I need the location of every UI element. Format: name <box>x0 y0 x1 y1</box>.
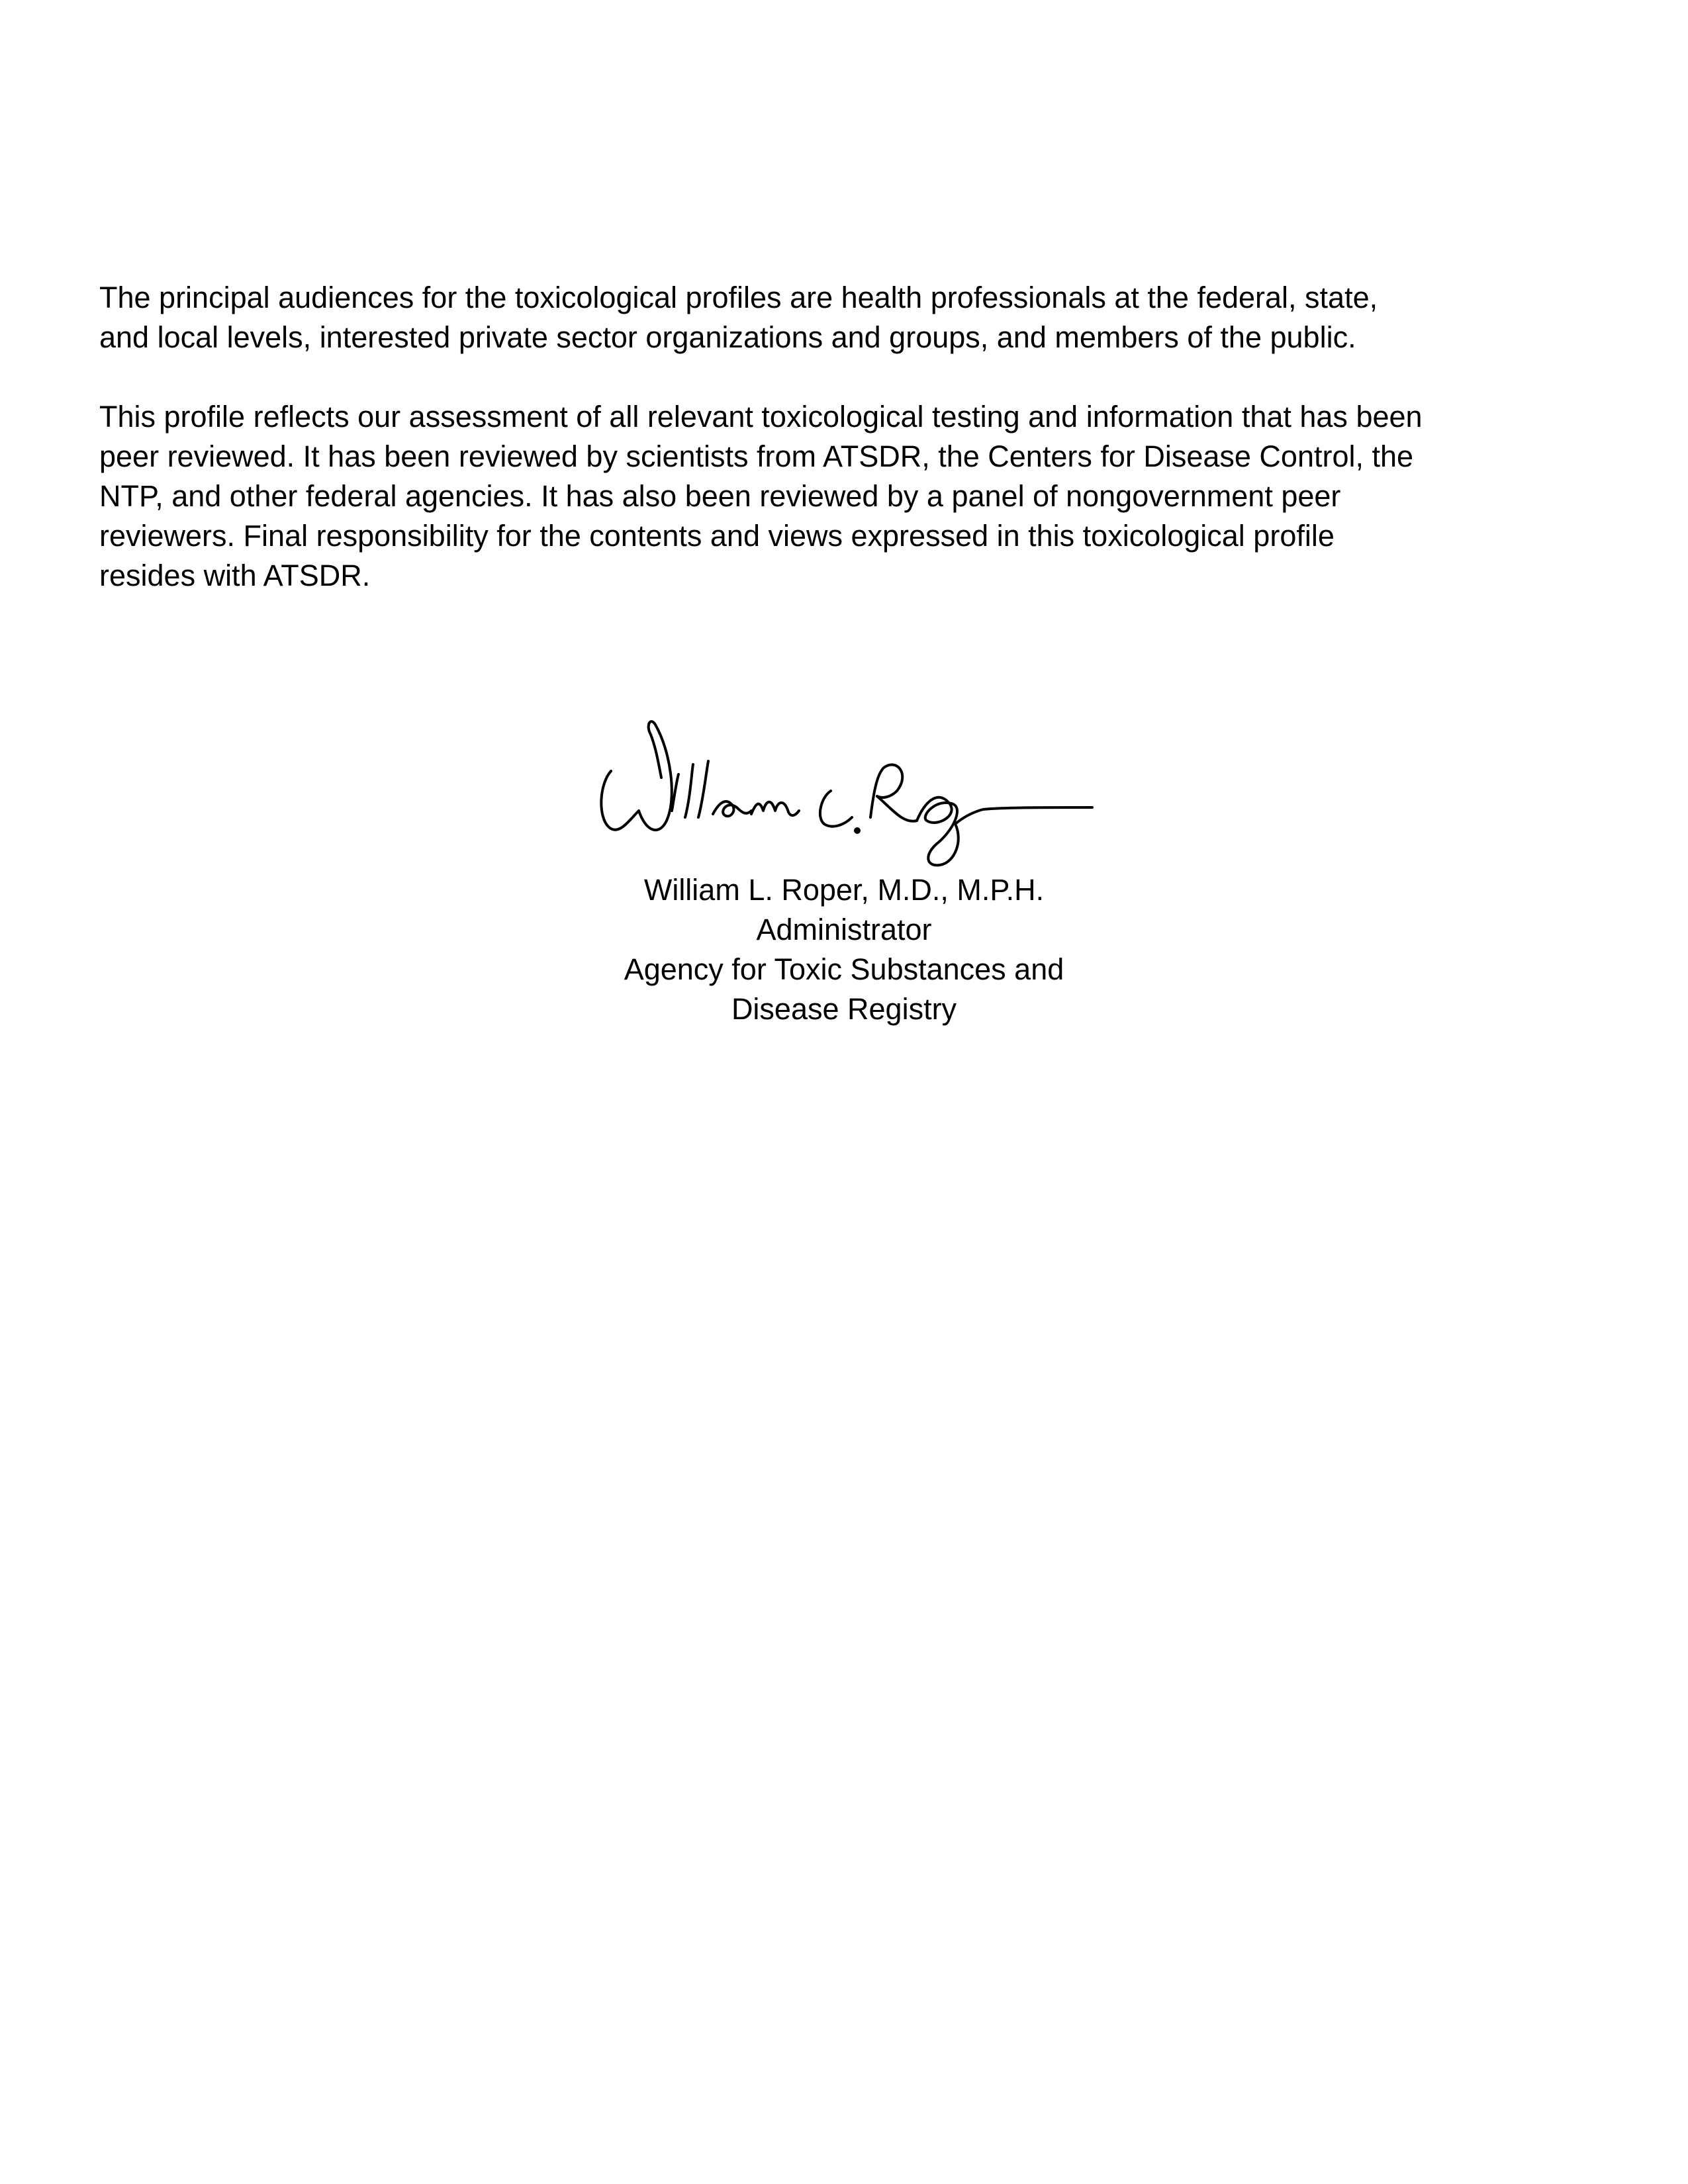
signature-block <box>563 711 1125 1029</box>
signatory-name: William L. Roper, M.D., M.P.H. <box>643 873 1045 907</box>
signatory-title: Administrator <box>756 913 932 946</box>
handwritten-signature <box>592 711 1096 870</box>
review-paragraph: This profile reflects our assessment of all relevant toxicological testing and information that has been peer reviewed. It has been reviewed by scientists from ATSDR, the Centers for Disease Control, the NTP, and other federal agencies. It has also been reviewed by a panel of nongovernment peer reviewers. Final responsibility for the contents and views expressed in this toxicological profile resides with ATSDR. <box>99 400 1423 592</box>
signatory-agency-line-1: Agency for Toxic Substances and <box>624 952 1064 986</box>
signatory-agency-line-2: Disease Registry <box>731 992 957 1026</box>
intro-paragraph: The principal audiences for the toxicological profiles are health professionals at the federal, state, and local levels, interested private sector organizations and groups, and members of the public. <box>99 281 1378 354</box>
